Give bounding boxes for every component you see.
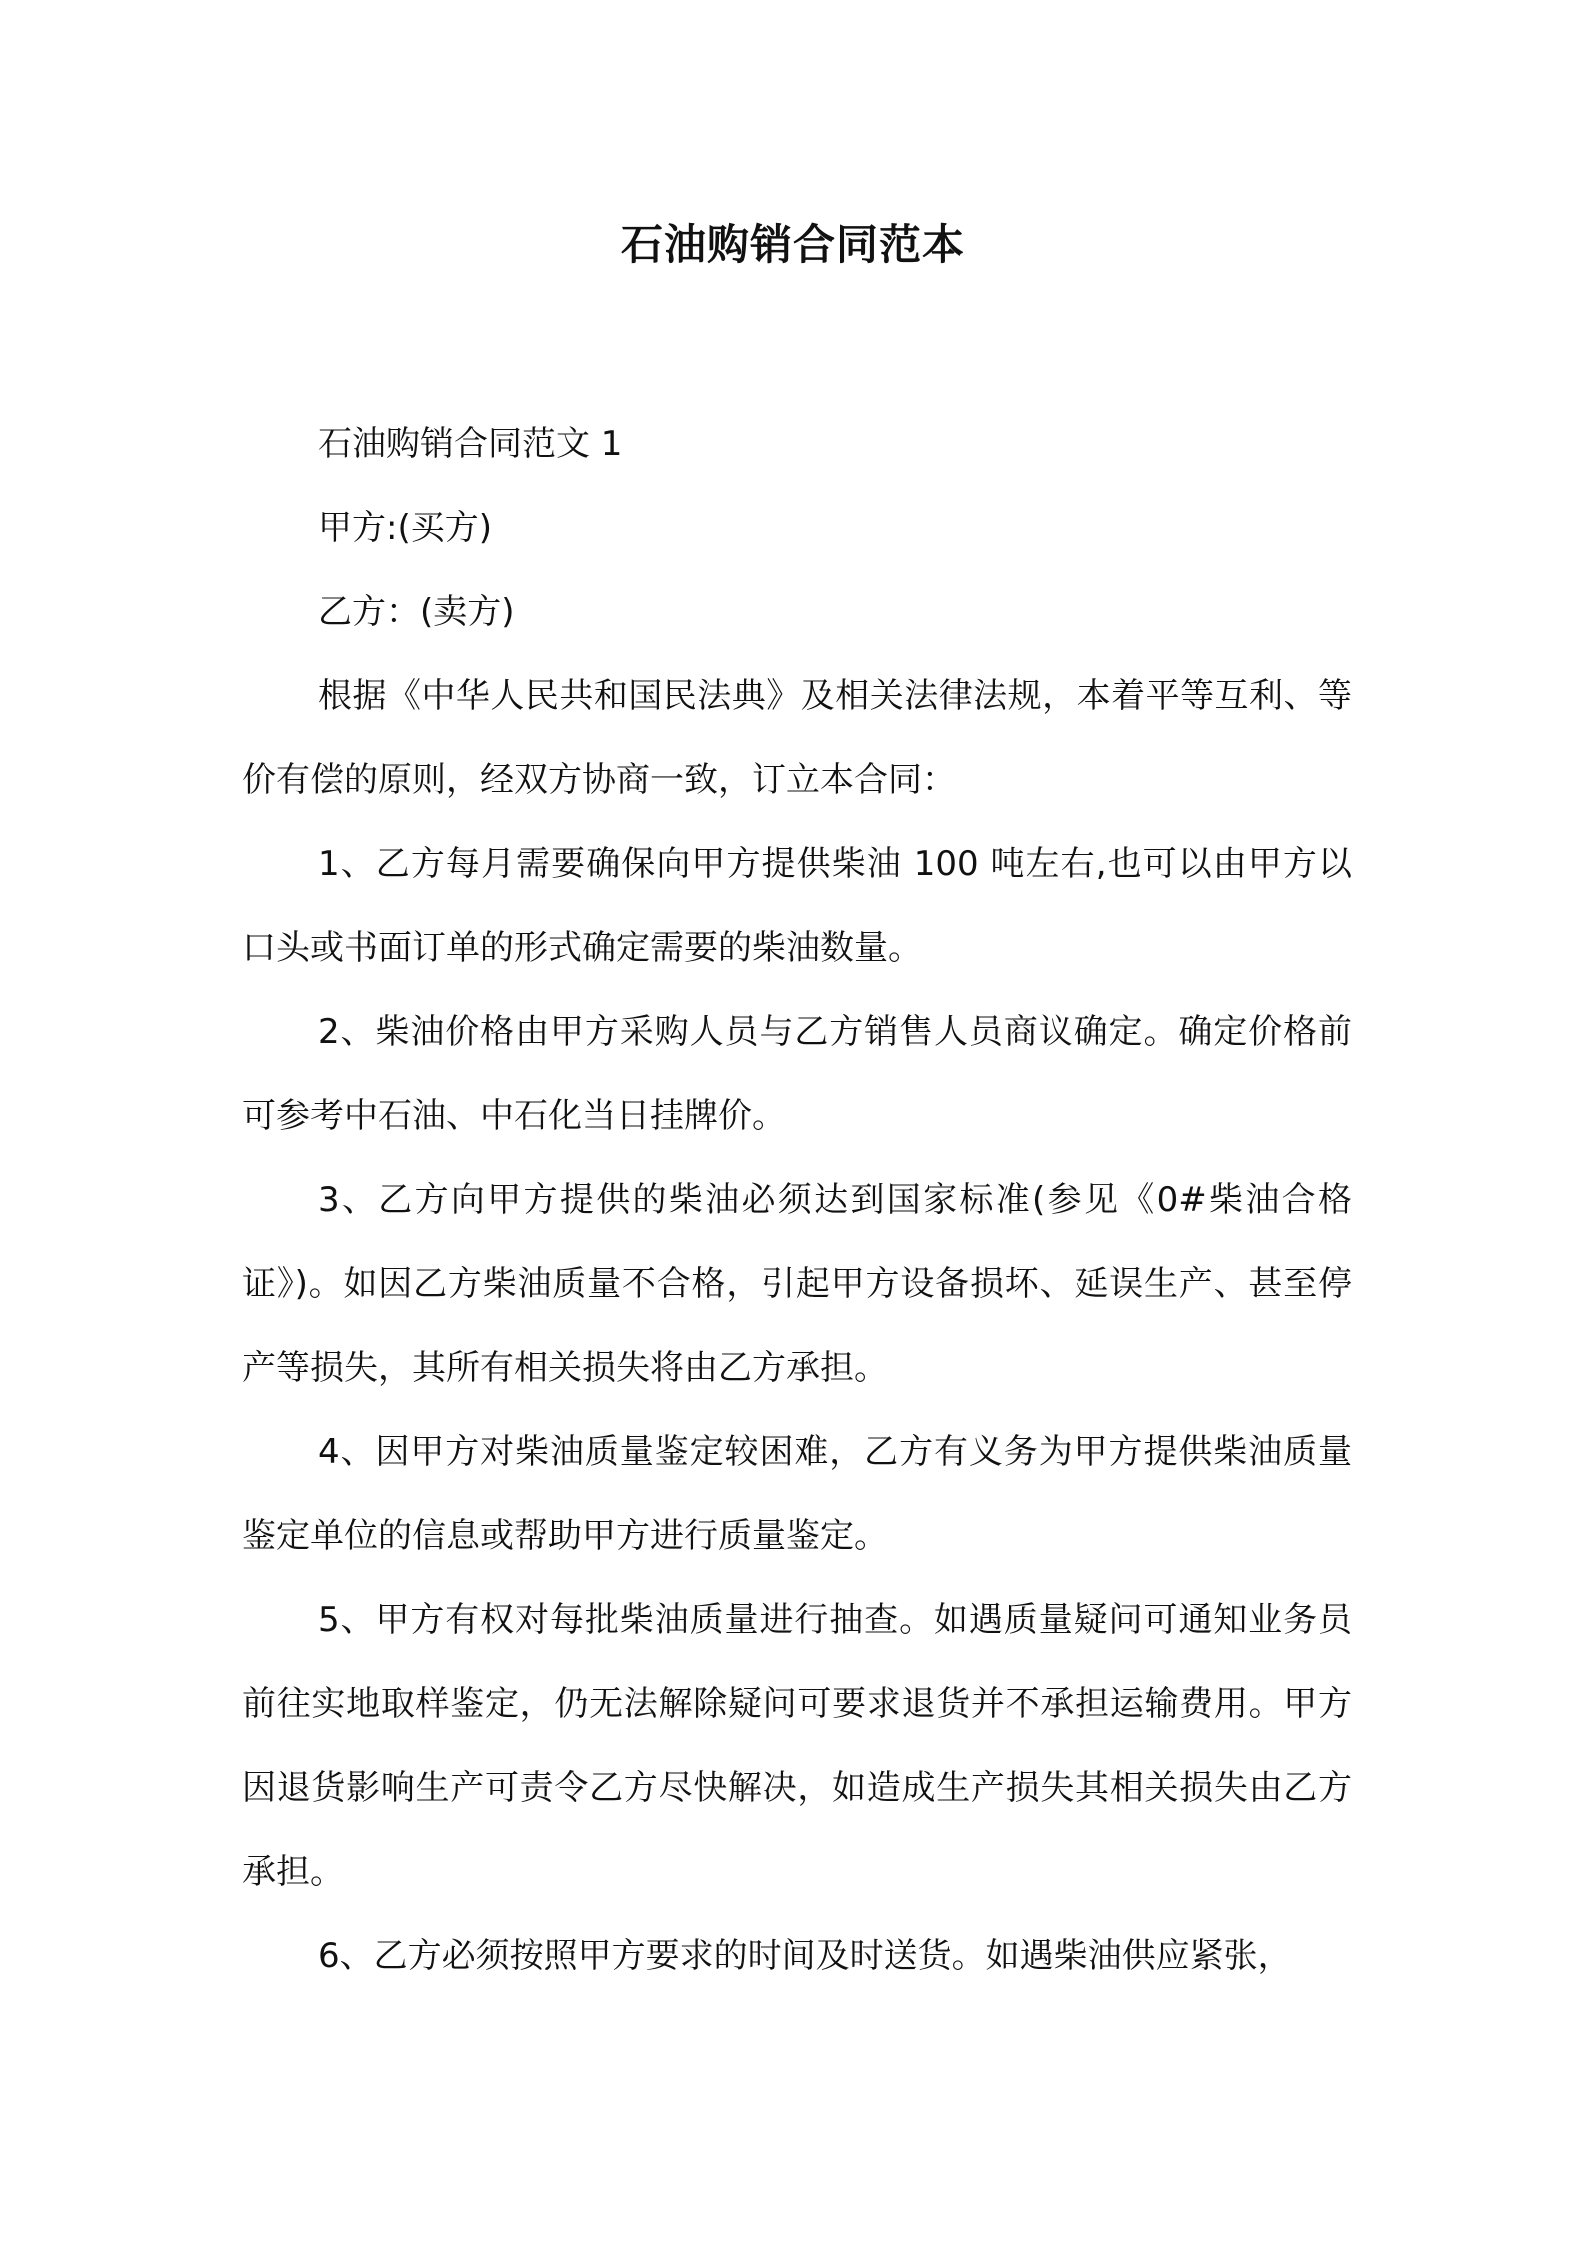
paragraph-preamble: 根据《中华人民共和国民法典》及相关法律法规，本着平等互利、等价有偿的原则，经双方协商一致，订立本合同：: [242, 676, 1352, 800]
paragraph-party-a: 甲方:(买方): [318, 508, 492, 548]
paragraph-clause-1: 1、乙方每月需要确保向甲方提供柴油 100 吨左右,也可以由甲方以口头或书面订单的形式确定需要的柴油数量。: [242, 844, 1352, 968]
paragraph-clause-5: 5、甲方有权对每批柴油质量进行抽查。如遇质量疑问可通知业务员前往实地取样鉴定，仍无法解除疑问可要求退货并不承担运输费用。甲方因退货影响生产可责令乙方尽快解决，如造成生产损失其相关损失由乙方承担。: [242, 1600, 1352, 1892]
paragraph-clause-6: 6、乙方必须按照甲方要求的时间及时送货。如遇柴油供应紧张，: [318, 1936, 1292, 1976]
paragraph-party-b: 乙方：(卖方): [318, 592, 515, 632]
paragraph-clause-4: 4、因甲方对柴油质量鉴定较困难，乙方有义务为甲方提供柴油质量鉴定单位的信息或帮助甲方进行质量鉴定。: [242, 1432, 1352, 1556]
document-body: [242, 402, 1352, 1998]
document-title: 石油购销合同范本: [620, 220, 965, 269]
paragraph-clause-3: 3、乙方向甲方提供的柴油必须达到国家标准(参见《0#柴油合格证》)。如因乙方柴油质量不合格，引起甲方设备损坏、延误生产、甚至停产等损失，其所有相关损失将由乙方承担。: [242, 1180, 1352, 1388]
paragraph-clause-2: 2、柴油价格由甲方采购人员与乙方销售人员商议确定。确定价格前可参考中石油、中石化当日挂牌价。: [242, 1012, 1352, 1136]
paragraph-subtitle: 石油购销合同范文 1: [318, 424, 623, 464]
